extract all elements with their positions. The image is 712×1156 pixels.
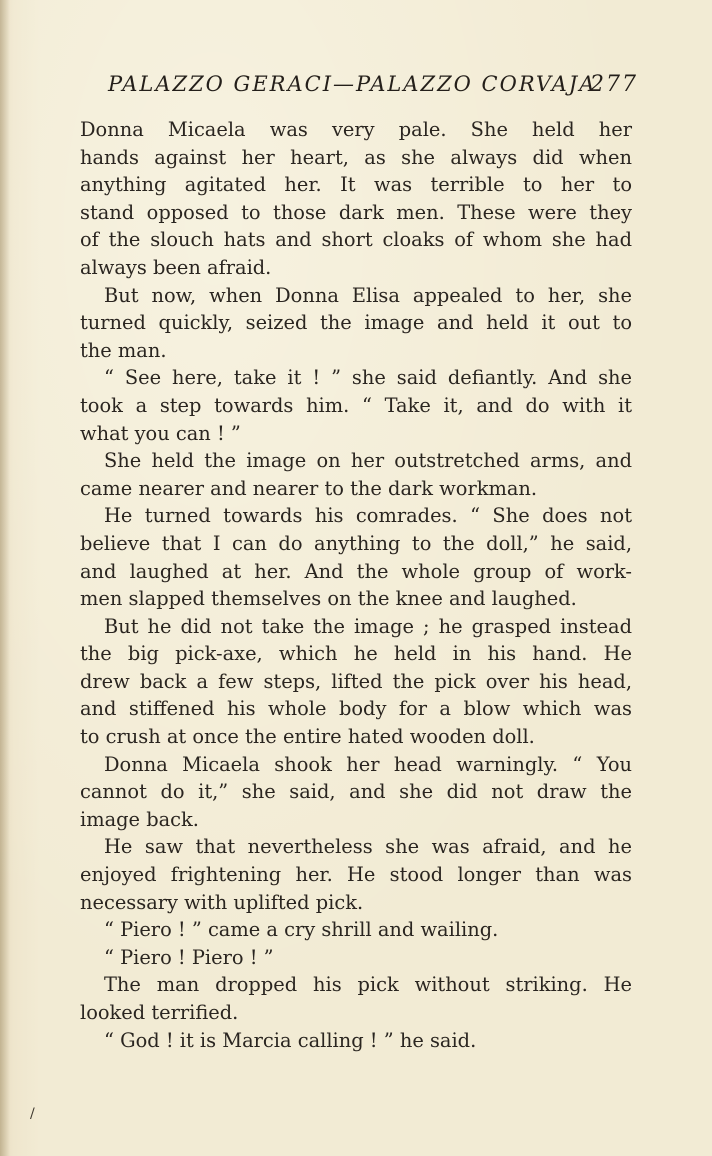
text-line: and laughed at her. And the whole group of work-	[80, 559, 632, 583]
text-line: always been afraid.	[80, 255, 272, 279]
text-line: the big pick-axe, which he held in his hand. He	[80, 642, 632, 666]
text-line: Donna Micaela was very pale. She held her	[80, 118, 632, 141]
text-line: “ See here, take it ! ” she said defiantly. And she	[104, 366, 632, 390]
spine-shadow	[0, 0, 10, 1156]
text-line: to crush at once the entire hated wooden doll.	[80, 725, 535, 749]
body-text	[80, 116, 632, 1054]
text-line: Donna Micaela shook her head warningly. “ You	[104, 752, 632, 776]
text-line: anything agitated her. It was terrible to her to	[80, 173, 632, 197]
text-line: men slapped themselves on the knee and laughed.	[80, 587, 577, 611]
text-line: came nearer and nearer to the dark workman.	[80, 476, 538, 500]
text-line: “ God ! it is Marcia calling ! ” he said.	[104, 1028, 477, 1052]
text-line: But now, when Donna Elisa appealed to her, she	[104, 283, 632, 307]
text-line: “ Piero ! Piero ! ”	[104, 945, 274, 969]
text-line: the man.	[80, 338, 167, 362]
text-line: cannot do it,” she said, and she did not draw the	[80, 780, 632, 804]
text-line: and stiffened his whole body for a blow which was	[80, 697, 632, 721]
text-line: But he did not take the image ; he grasped instead	[104, 614, 632, 638]
text-line: necessary with uplifted pick.	[80, 890, 364, 914]
text-line: hands against her heart, as she always did when	[80, 145, 632, 169]
text-line: He turned towards his comrades. “ She does not	[104, 504, 632, 528]
text-line: The man dropped his pick without striking. He	[104, 973, 632, 997]
running-header	[108, 72, 638, 106]
text-line: He saw that nevertheless she was afraid, and he	[104, 835, 632, 859]
running-title: PALAZZO GERACI—PALAZZO CORVAJA	[108, 72, 597, 96]
text-line: image back.	[80, 807, 199, 831]
text-line: “ Piero ! ” came a cry shrill and wailing.	[104, 918, 499, 942]
page-number: 277	[590, 72, 638, 97]
text-line: stand opposed to those dark men. These were they	[80, 200, 632, 224]
stray-ink-mark: /	[30, 1106, 35, 1122]
text-line: turned quickly, seized the image and held it out to	[80, 311, 632, 335]
text-line: of the slouch hats and short cloaks of whom she had	[80, 228, 632, 252]
text-line: drew back a few steps, lifted the pick over his head,	[80, 669, 632, 693]
text-line: what you can ! ”	[80, 421, 241, 445]
text-line: believe that I can do anything to the doll,” he said,	[80, 531, 632, 555]
text-line: enjoyed frightening her. He stood longer than was	[80, 863, 632, 887]
text-line: looked terrified.	[80, 1001, 239, 1024]
text-line: took a step towards him. “ Take it, and do with it	[80, 393, 632, 417]
text-line: She held the image on her outstretched arms, and	[104, 449, 632, 473]
